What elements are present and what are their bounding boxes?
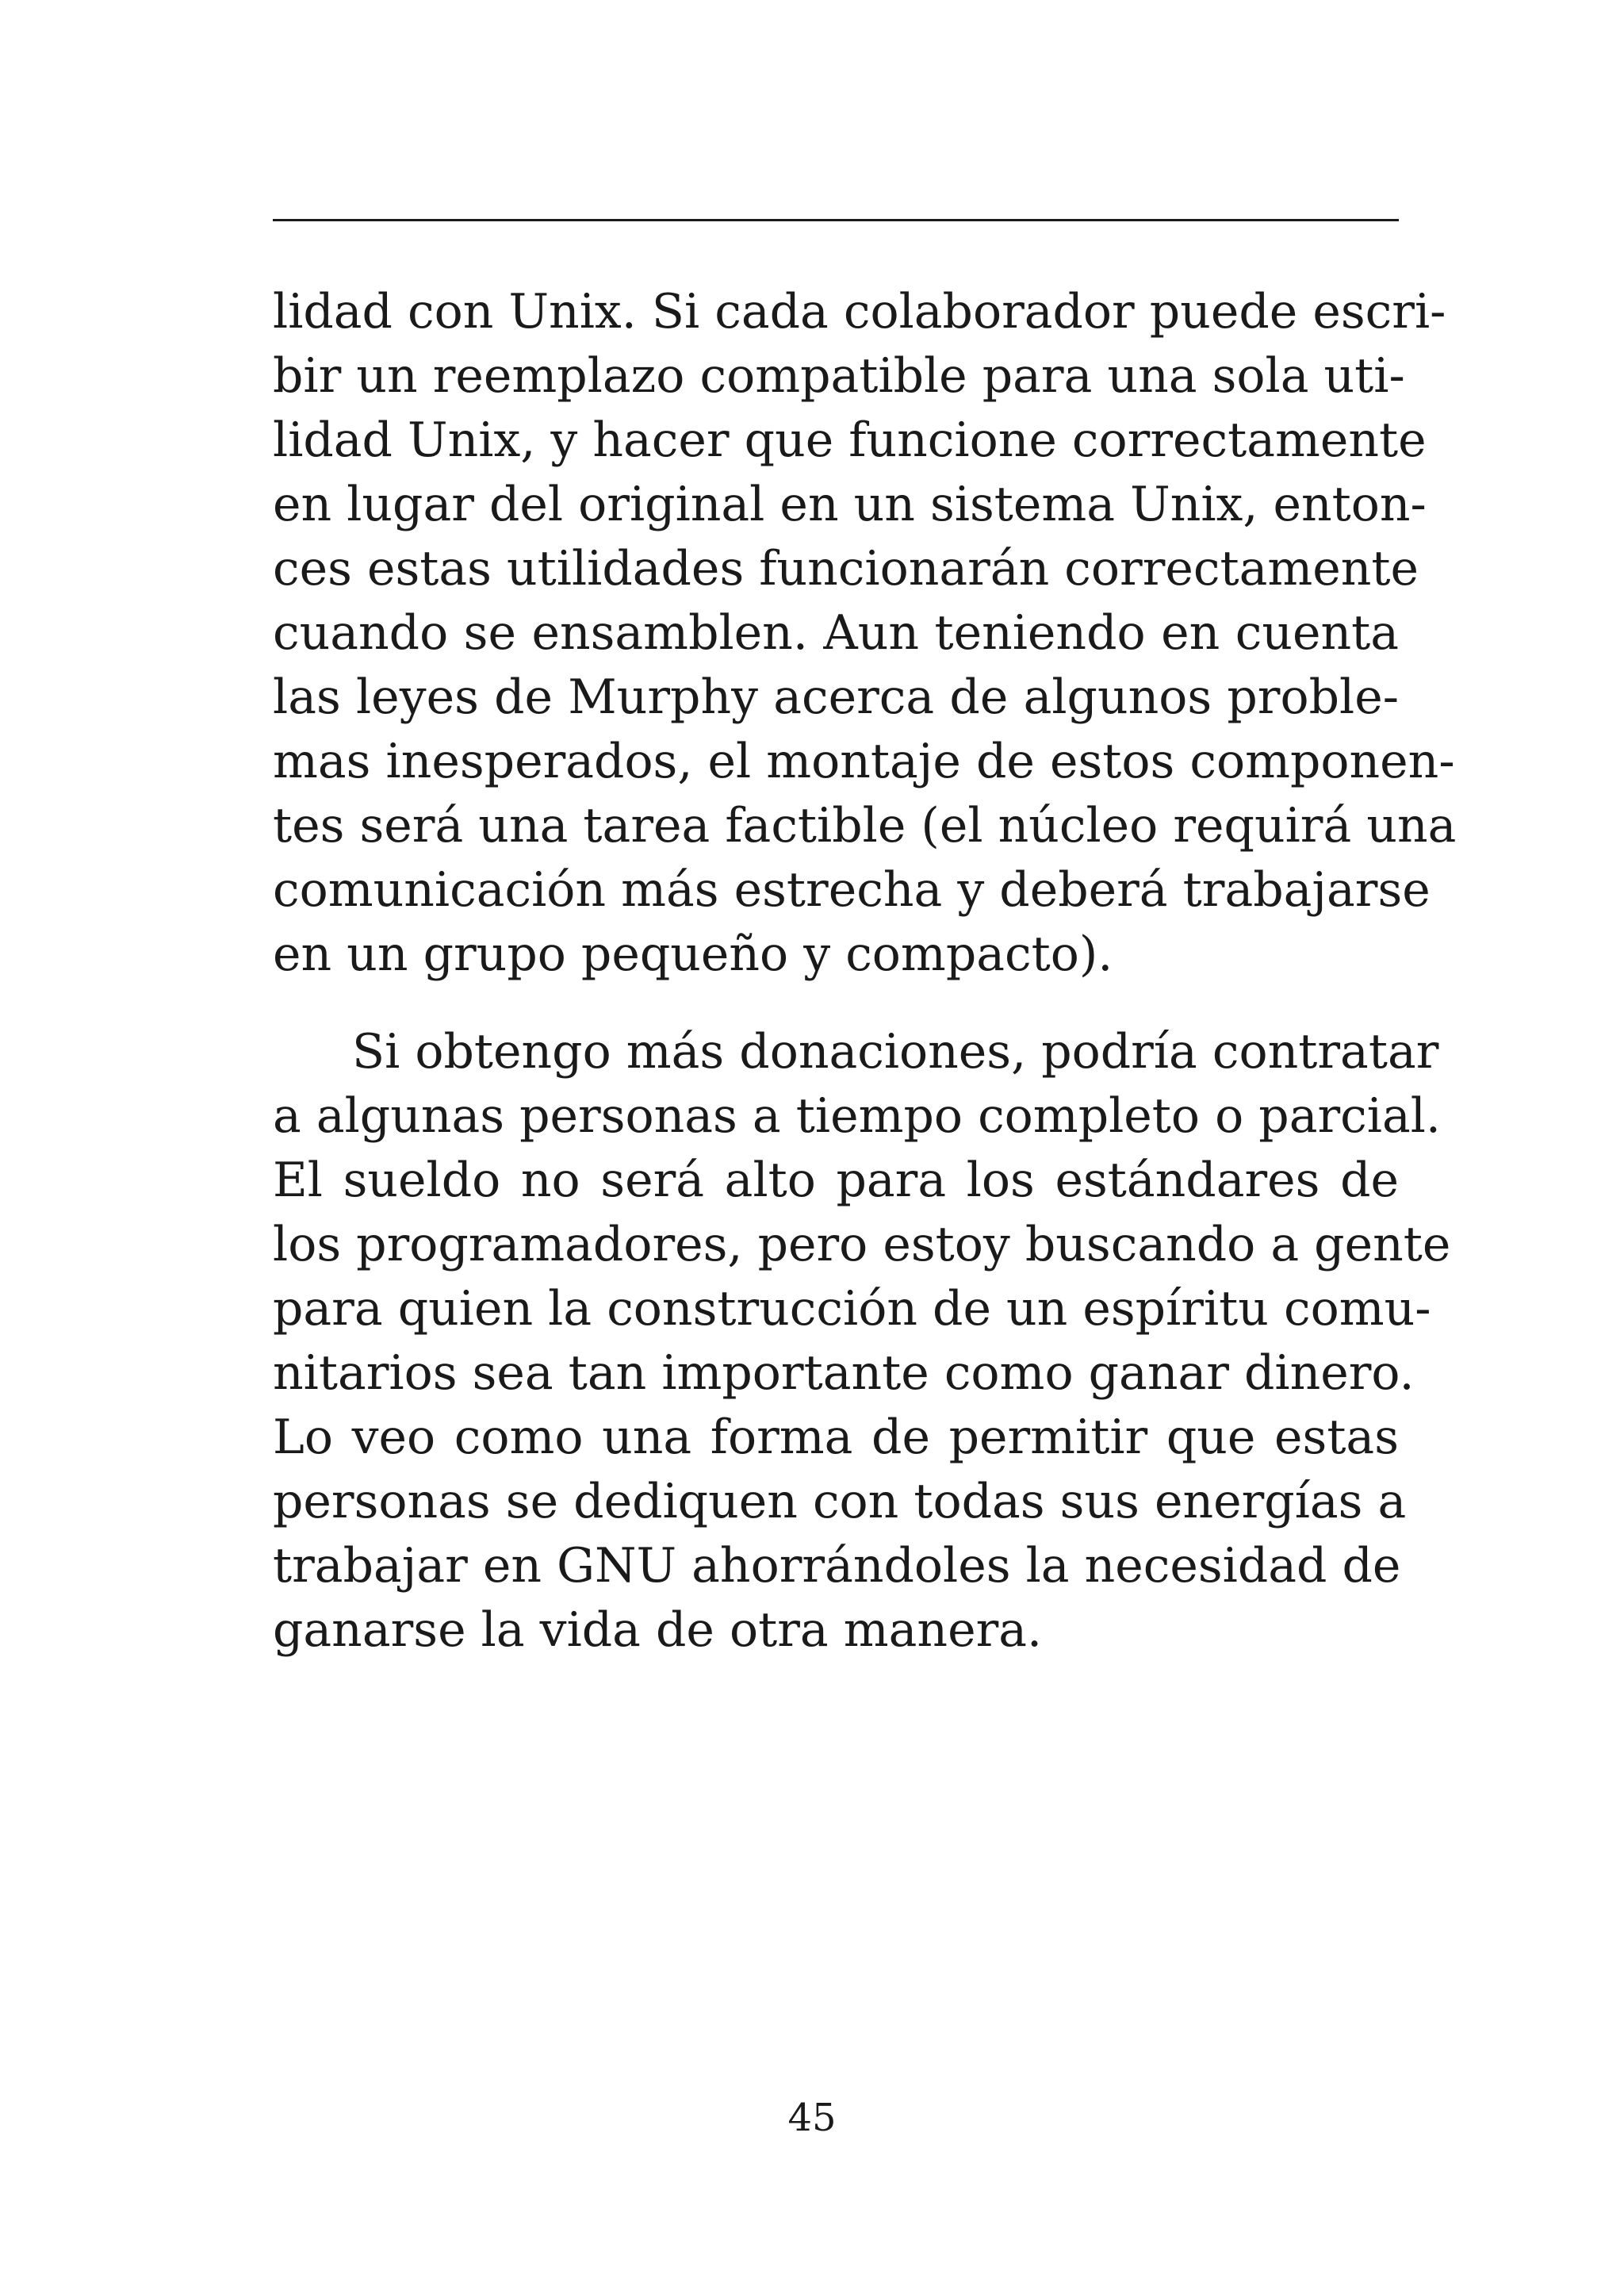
text-line: para quien la construcción de un espíritu comu-: [273, 1281, 1431, 1337]
text-line: mas inesperados, el montaje de estos componen-: [273, 734, 1455, 789]
text-line: Lo veo como una forma de permitir que estas: [273, 1410, 1399, 1465]
text-line: nitarios sea tan importante como ganar dinero.: [273, 1345, 1415, 1401]
text-line: trabajar en GNU ahorrándoles la necesidad de: [273, 1538, 1401, 1594]
text-line: los programadores, pero estoy buscando a gente: [273, 1217, 1451, 1272]
text-line: ganarse la vida de otra manera.: [273, 1602, 1043, 1658]
text-line: Si obtengo más donaciones, podría contratar: [352, 1024, 1439, 1080]
text-line: lidad con Unix. Si cada colaborador puede escri-: [273, 284, 1446, 339]
text-line: El sueldo no será alto para los estándares de: [273, 1153, 1399, 1208]
text-line: comunicación más estrecha y deberá trabajarse: [273, 862, 1431, 918]
text-line: cuando se ensamblen. Aun teniendo en cuenta: [273, 605, 1399, 661]
text-line: en un grupo pequeño y compacto).: [273, 926, 1113, 982]
paragraph-gap: [273, 987, 1399, 1020]
paragraph-1: [273, 280, 1457, 987]
page-number: 45: [787, 2096, 837, 2140]
paragraph-2: [273, 1020, 1451, 1663]
text-line: en lugar del original en un sistema Unix, enton-: [273, 477, 1427, 532]
text-line: ces estas utilidades funcionarán correctamente: [273, 541, 1419, 596]
text-line: a algunas personas a tiempo completo o parcial.: [273, 1088, 1441, 1144]
header-rule: [273, 219, 1399, 221]
text-line: las leyes de Murphy acerca de algunos proble-: [273, 669, 1399, 725]
text-line: bir un reemplazo compatible para una sola uti-: [273, 348, 1405, 404]
text-line: tes será una tarea factible (el núcleo requirá una: [273, 798, 1457, 853]
body-text: [273, 280, 1457, 1663]
text-line: personas se dediquen con todas sus energías a: [273, 1474, 1407, 1529]
text-line: lidad Unix, y hacer que funcione correctamente: [273, 412, 1427, 468]
